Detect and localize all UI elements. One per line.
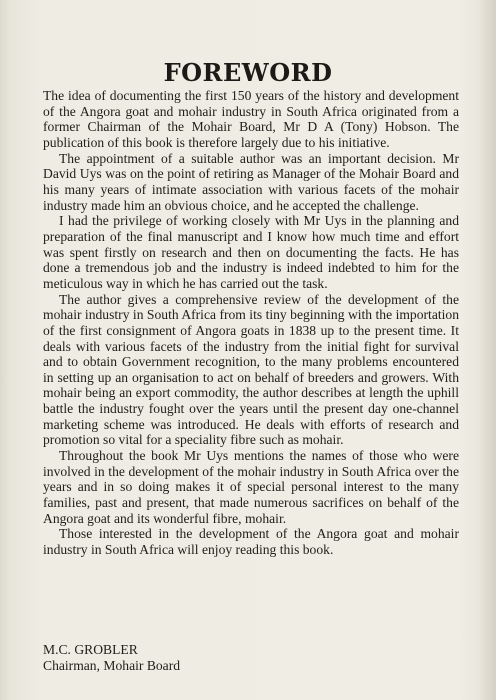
paragraph-6: Those interested in the development of the Angora goat and mohair industry in South Africa will enjoy reading this book. [43, 526, 459, 558]
paragraph-1: The idea of documenting the first 150 years of the history and development of the Angora goat and mohair industry in South Africa originated from a former Chairman of the Mohair Board, Mr D A (Tony) Hobson. The publication of this book is therefore largely due to his initiative. [43, 88, 459, 150]
paragraph-4: The author gives a comprehensive review of the development of the mohair industry in South Africa from its tiny beginning with the importation of the first consignment of Angora goats in 1838 up to the present time. It deals with various facets of the industry from the initial fight for survival and to obtain Government recognition, to the many problems encountered in setting up an organisation to act on behalf of breeders and growers. With mohair being an export commodity, the author describes at length the uphill battle the industry fought over the years until the present day one-channel marketing scheme was introduced. He deals with efforts of research and promotion so vital for a speciality fibre such as mohair. [43, 291, 459, 448]
paragraph-5: Throughout the book Mr Uys mentions the names of those who were involved in the development of the mohair industry in South Africa over the years and in so doing makes it of special personal interest to the many families, past and present, that made numerous sacrifices on behalf of the Angora goat and its wonderful fibre, mohair. [43, 448, 459, 526]
page-title: FOREWORD [163, 58, 333, 87]
signatory-name: M.C. GROBLER [43, 642, 138, 657]
paragraph-3: I had the privilege of working closely with Mr Uys in the planning and preparation of the final manuscript and I know how much time and effort was spent firstly on research and then on documenting the facts. He has done a tremendous job and the industry is indeed indebted to him for the meticulous way in which he has carried out the task. [43, 213, 459, 291]
paragraph-2: The appointment of a suitable author was an important decision. Mr David Uys was on the point of retiring as Manager of the Mohair Board and his many years of intimate association with various facets of the mohair industry made him an obvious choice, and he accepted the challenge. [43, 150, 459, 213]
signatory-position: Chairman, Mohair Board [43, 657, 181, 673]
signature-block [43, 642, 180, 673]
foreword-body [43, 88, 459, 558]
